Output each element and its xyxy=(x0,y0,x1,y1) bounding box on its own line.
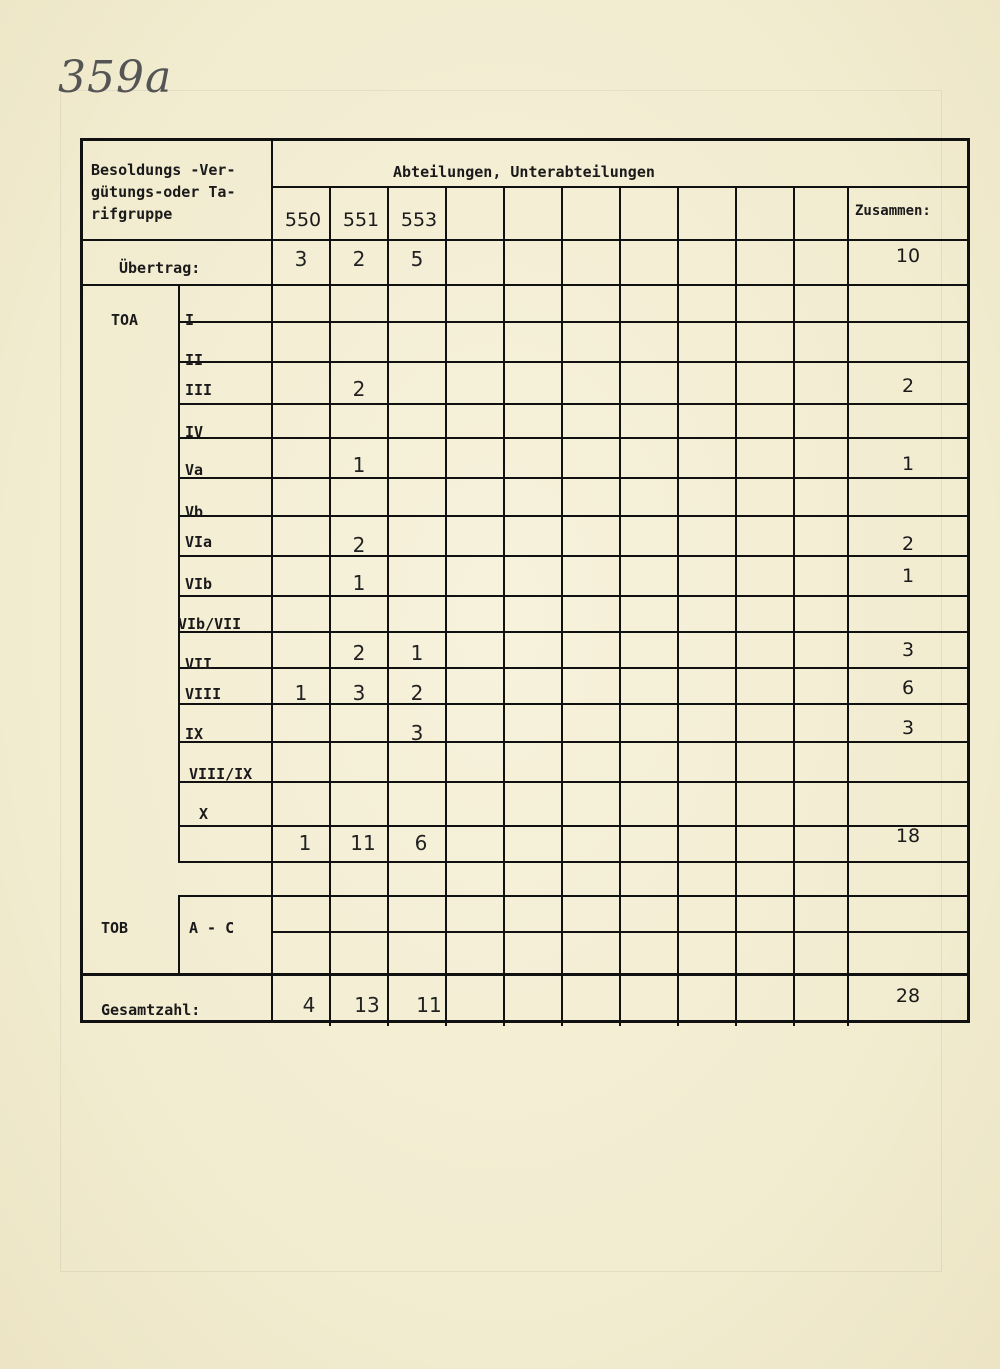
row-total: 1 xyxy=(901,565,915,587)
grade-label: IX xyxy=(185,725,204,743)
row-line xyxy=(178,515,967,517)
subtotal-551: 11 xyxy=(350,831,376,855)
col-line-7 xyxy=(677,186,679,1026)
grade-label: IV xyxy=(185,423,204,441)
col-line-8 xyxy=(735,186,737,1026)
total-label: Zusammen: xyxy=(855,203,931,219)
col-line-2 xyxy=(387,186,389,1026)
col-line-6 xyxy=(619,186,621,1026)
row-total: 2 xyxy=(901,533,915,555)
row-line xyxy=(178,781,967,783)
row-line xyxy=(178,741,967,743)
col-line-4 xyxy=(503,186,505,1026)
tob-divider xyxy=(178,896,180,974)
staff-table xyxy=(80,138,970,1023)
grade-label: VII xyxy=(185,655,213,673)
carry-over-total: 10 xyxy=(895,245,921,267)
group-label: Besoldungs -Ver- gütungs-oder Ta- rifgruppe xyxy=(91,161,236,223)
grade-label: VIa xyxy=(185,533,213,551)
subtotal-total: 18 xyxy=(895,825,921,847)
row-line xyxy=(178,825,967,827)
cell-551: 2 xyxy=(352,641,366,665)
col-line-3 xyxy=(445,186,447,1026)
col-line-1 xyxy=(329,186,331,1026)
row-line xyxy=(178,555,967,557)
subtotal-553: 6 xyxy=(414,831,428,855)
tob-label: TOB xyxy=(101,919,129,937)
subtotal-550: 1 xyxy=(298,831,312,855)
grade-label: VIb/VII xyxy=(178,615,242,633)
cell-551: 2 xyxy=(352,533,366,557)
grade-label: Va xyxy=(185,461,204,479)
cell-553: 2 xyxy=(410,681,424,705)
row-line xyxy=(178,437,967,439)
row-total: 3 xyxy=(901,639,915,661)
grand-total-line xyxy=(83,973,967,976)
carry-over-line xyxy=(83,284,967,286)
row-total: 1 xyxy=(901,453,915,475)
grand-total-550: 4 xyxy=(302,993,316,1017)
cell-551: 1 xyxy=(352,453,366,477)
cell-551: 1 xyxy=(352,571,366,595)
grade-label: I xyxy=(185,311,195,329)
grade-label: Vb xyxy=(185,503,204,521)
grand-total-551: 13 xyxy=(354,993,380,1017)
grade-label: VIII/IX xyxy=(189,765,253,783)
row-line xyxy=(178,361,967,363)
row-total: 3 xyxy=(901,717,915,739)
archive-number: 359a xyxy=(58,52,173,103)
column-header-550: 550 xyxy=(284,209,322,231)
header-divider xyxy=(271,141,273,1023)
toa-divider xyxy=(178,284,180,862)
row-line xyxy=(178,477,967,479)
cell-551: 3 xyxy=(352,681,366,705)
carry-over-553: 5 xyxy=(410,247,424,271)
column-header-553: 553 xyxy=(400,209,438,231)
row-total: 6 xyxy=(901,677,915,699)
row-total: 2 xyxy=(901,375,915,397)
grade-label: VIII xyxy=(185,685,222,703)
cell-551: 2 xyxy=(352,377,366,401)
row-line xyxy=(178,631,967,633)
carry-over-551: 2 xyxy=(352,247,366,271)
grand-total-label: Gesamtzahl: xyxy=(101,1001,201,1019)
grade-label: X xyxy=(199,805,209,823)
grade-label: VIb xyxy=(185,575,213,593)
header-bottom-line xyxy=(83,239,967,241)
carry-over-label: Übertrag: xyxy=(119,259,201,277)
departments-title: Abteilungen, Unterabteilungen xyxy=(393,163,655,181)
grand-total-sum: 28 xyxy=(895,985,921,1007)
cell-553: 3 xyxy=(410,721,424,745)
tob-grade: A - C xyxy=(189,919,235,937)
grand-total-553: 11 xyxy=(416,993,442,1017)
row-line xyxy=(178,321,967,323)
total-col-line xyxy=(847,186,849,1026)
grade-label: II xyxy=(185,351,204,369)
row-line xyxy=(178,667,967,669)
toa-label: TOA xyxy=(111,311,139,329)
carry-over-550: 3 xyxy=(294,247,308,271)
row-line xyxy=(178,403,967,405)
row-line xyxy=(178,595,967,597)
cell-553: 1 xyxy=(410,641,424,665)
col-line-5 xyxy=(561,186,563,1026)
column-header-551: 551 xyxy=(342,209,380,231)
cell-550: 1 xyxy=(294,681,308,705)
col-line-9 xyxy=(793,186,795,1026)
grade-label: III xyxy=(185,381,213,399)
